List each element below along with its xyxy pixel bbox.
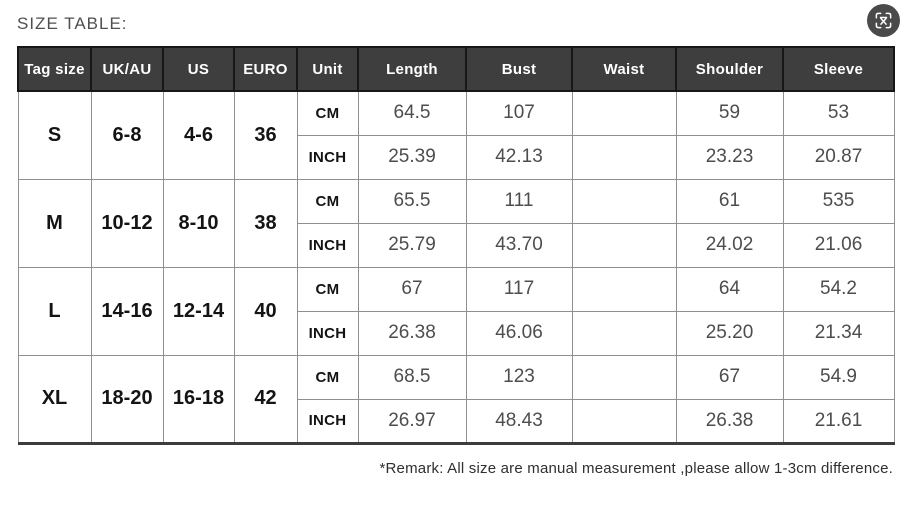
- remark-text: *Remark: All size are manual measurement ,please allow 1-3cm difference.: [379, 459, 893, 477]
- bust-m-inch: 43.70: [466, 223, 572, 267]
- shoulder-l-cm: 64: [676, 267, 783, 311]
- bust-s-inch: 42.13: [466, 135, 572, 179]
- col-header-euro: EURO: [234, 47, 297, 91]
- us-l: 12-14: [163, 267, 234, 355]
- bust-m-cm: 111: [466, 179, 572, 223]
- us-xl: 16-18: [163, 355, 234, 443]
- table-row-l-cm: [18, 267, 894, 311]
- shoulder-xl-inch: 26.38: [676, 399, 783, 443]
- sleeve-xl-cm: 54.9: [783, 355, 894, 399]
- sleeve-m-cm: 535: [783, 179, 894, 223]
- length-s-cm: 64.5: [358, 91, 466, 135]
- waist-s-inch: [572, 135, 676, 179]
- unit-label-inch: INCH: [297, 311, 358, 355]
- col-header-sleeve: Sleeve: [783, 47, 894, 91]
- us-m: 8-10: [163, 179, 234, 267]
- uk-au-l: 14-16: [91, 267, 163, 355]
- header-row: [18, 47, 894, 91]
- shoulder-l-inch: 25.20: [676, 311, 783, 355]
- length-xl-inch: 26.97: [358, 399, 466, 443]
- euro-l: 40: [234, 267, 297, 355]
- tag-size-l: L: [18, 267, 91, 355]
- euro-xl: 42: [234, 355, 297, 443]
- euro-s: 36: [234, 91, 297, 179]
- table-row-m-cm: [18, 179, 894, 223]
- col-header-us: US: [163, 47, 234, 91]
- sleeve-s-inch: 20.87: [783, 135, 894, 179]
- length-m-inch: 25.79: [358, 223, 466, 267]
- bust-l-inch: 46.06: [466, 311, 572, 355]
- waist-m-cm: [572, 179, 676, 223]
- length-l-cm: 67: [358, 267, 466, 311]
- sleeve-xl-inch: 21.61: [783, 399, 894, 443]
- col-header-waist: Waist: [572, 47, 676, 91]
- sleeve-s-cm: 53: [783, 91, 894, 135]
- bust-xl-inch: 48.43: [466, 399, 572, 443]
- col-header-length: Length: [358, 47, 466, 91]
- table-row-xl-cm: [18, 355, 894, 399]
- table-row-s-cm: [18, 91, 894, 135]
- shoulder-m-cm: 61: [676, 179, 783, 223]
- waist-l-inch: [572, 311, 676, 355]
- waist-xl-cm: [572, 355, 676, 399]
- unit-label-inch: INCH: [297, 223, 358, 267]
- shoulder-m-inch: 24.02: [676, 223, 783, 267]
- length-m-cm: 65.5: [358, 179, 466, 223]
- bust-l-cm: 117: [466, 267, 572, 311]
- uk-au-m: 10-12: [91, 179, 163, 267]
- length-s-inch: 25.39: [358, 135, 466, 179]
- tag-size-s: S: [18, 91, 91, 179]
- unit-label-cm: CM: [297, 267, 358, 311]
- col-header-bust: Bust: [466, 47, 572, 91]
- sleeve-l-inch: 21.34: [783, 311, 894, 355]
- us-s: 4-6: [163, 91, 234, 179]
- shoulder-s-inch: 23.23: [676, 135, 783, 179]
- waist-l-cm: [572, 267, 676, 311]
- unit-label-cm: CM: [297, 355, 358, 399]
- unit-label-cm: CM: [297, 91, 358, 135]
- image-translate-button[interactable]: [867, 4, 900, 37]
- col-header-uk-au: UK/AU: [91, 47, 163, 91]
- tag-size-m: M: [18, 179, 91, 267]
- unit-label-inch: INCH: [297, 135, 358, 179]
- length-xl-cm: 68.5: [358, 355, 466, 399]
- uk-au-xl: 18-20: [91, 355, 163, 443]
- bust-s-cm: 107: [466, 91, 572, 135]
- scan-translate-icon: [874, 11, 893, 30]
- shoulder-s-cm: 59: [676, 91, 783, 135]
- length-l-inch: 26.38: [358, 311, 466, 355]
- unit-label-inch: INCH: [297, 399, 358, 443]
- euro-m: 38: [234, 179, 297, 267]
- waist-m-inch: [572, 223, 676, 267]
- tag-size-xl: XL: [18, 355, 91, 443]
- size-table: [17, 46, 895, 445]
- bust-xl-cm: 123: [466, 355, 572, 399]
- sleeve-l-cm: 54.2: [783, 267, 894, 311]
- shoulder-xl-cm: 67: [676, 355, 783, 399]
- sleeve-m-inch: 21.06: [783, 223, 894, 267]
- col-header-shoulder: Shoulder: [676, 47, 783, 91]
- uk-au-s: 6-8: [91, 91, 163, 179]
- unit-label-cm: CM: [297, 179, 358, 223]
- waist-s-cm: [572, 91, 676, 135]
- page-title: SIZE TABLE:: [17, 14, 128, 33]
- waist-xl-inch: [572, 399, 676, 443]
- col-header-unit: Unit: [297, 47, 358, 91]
- col-header-tag-size: Tag size: [18, 47, 91, 91]
